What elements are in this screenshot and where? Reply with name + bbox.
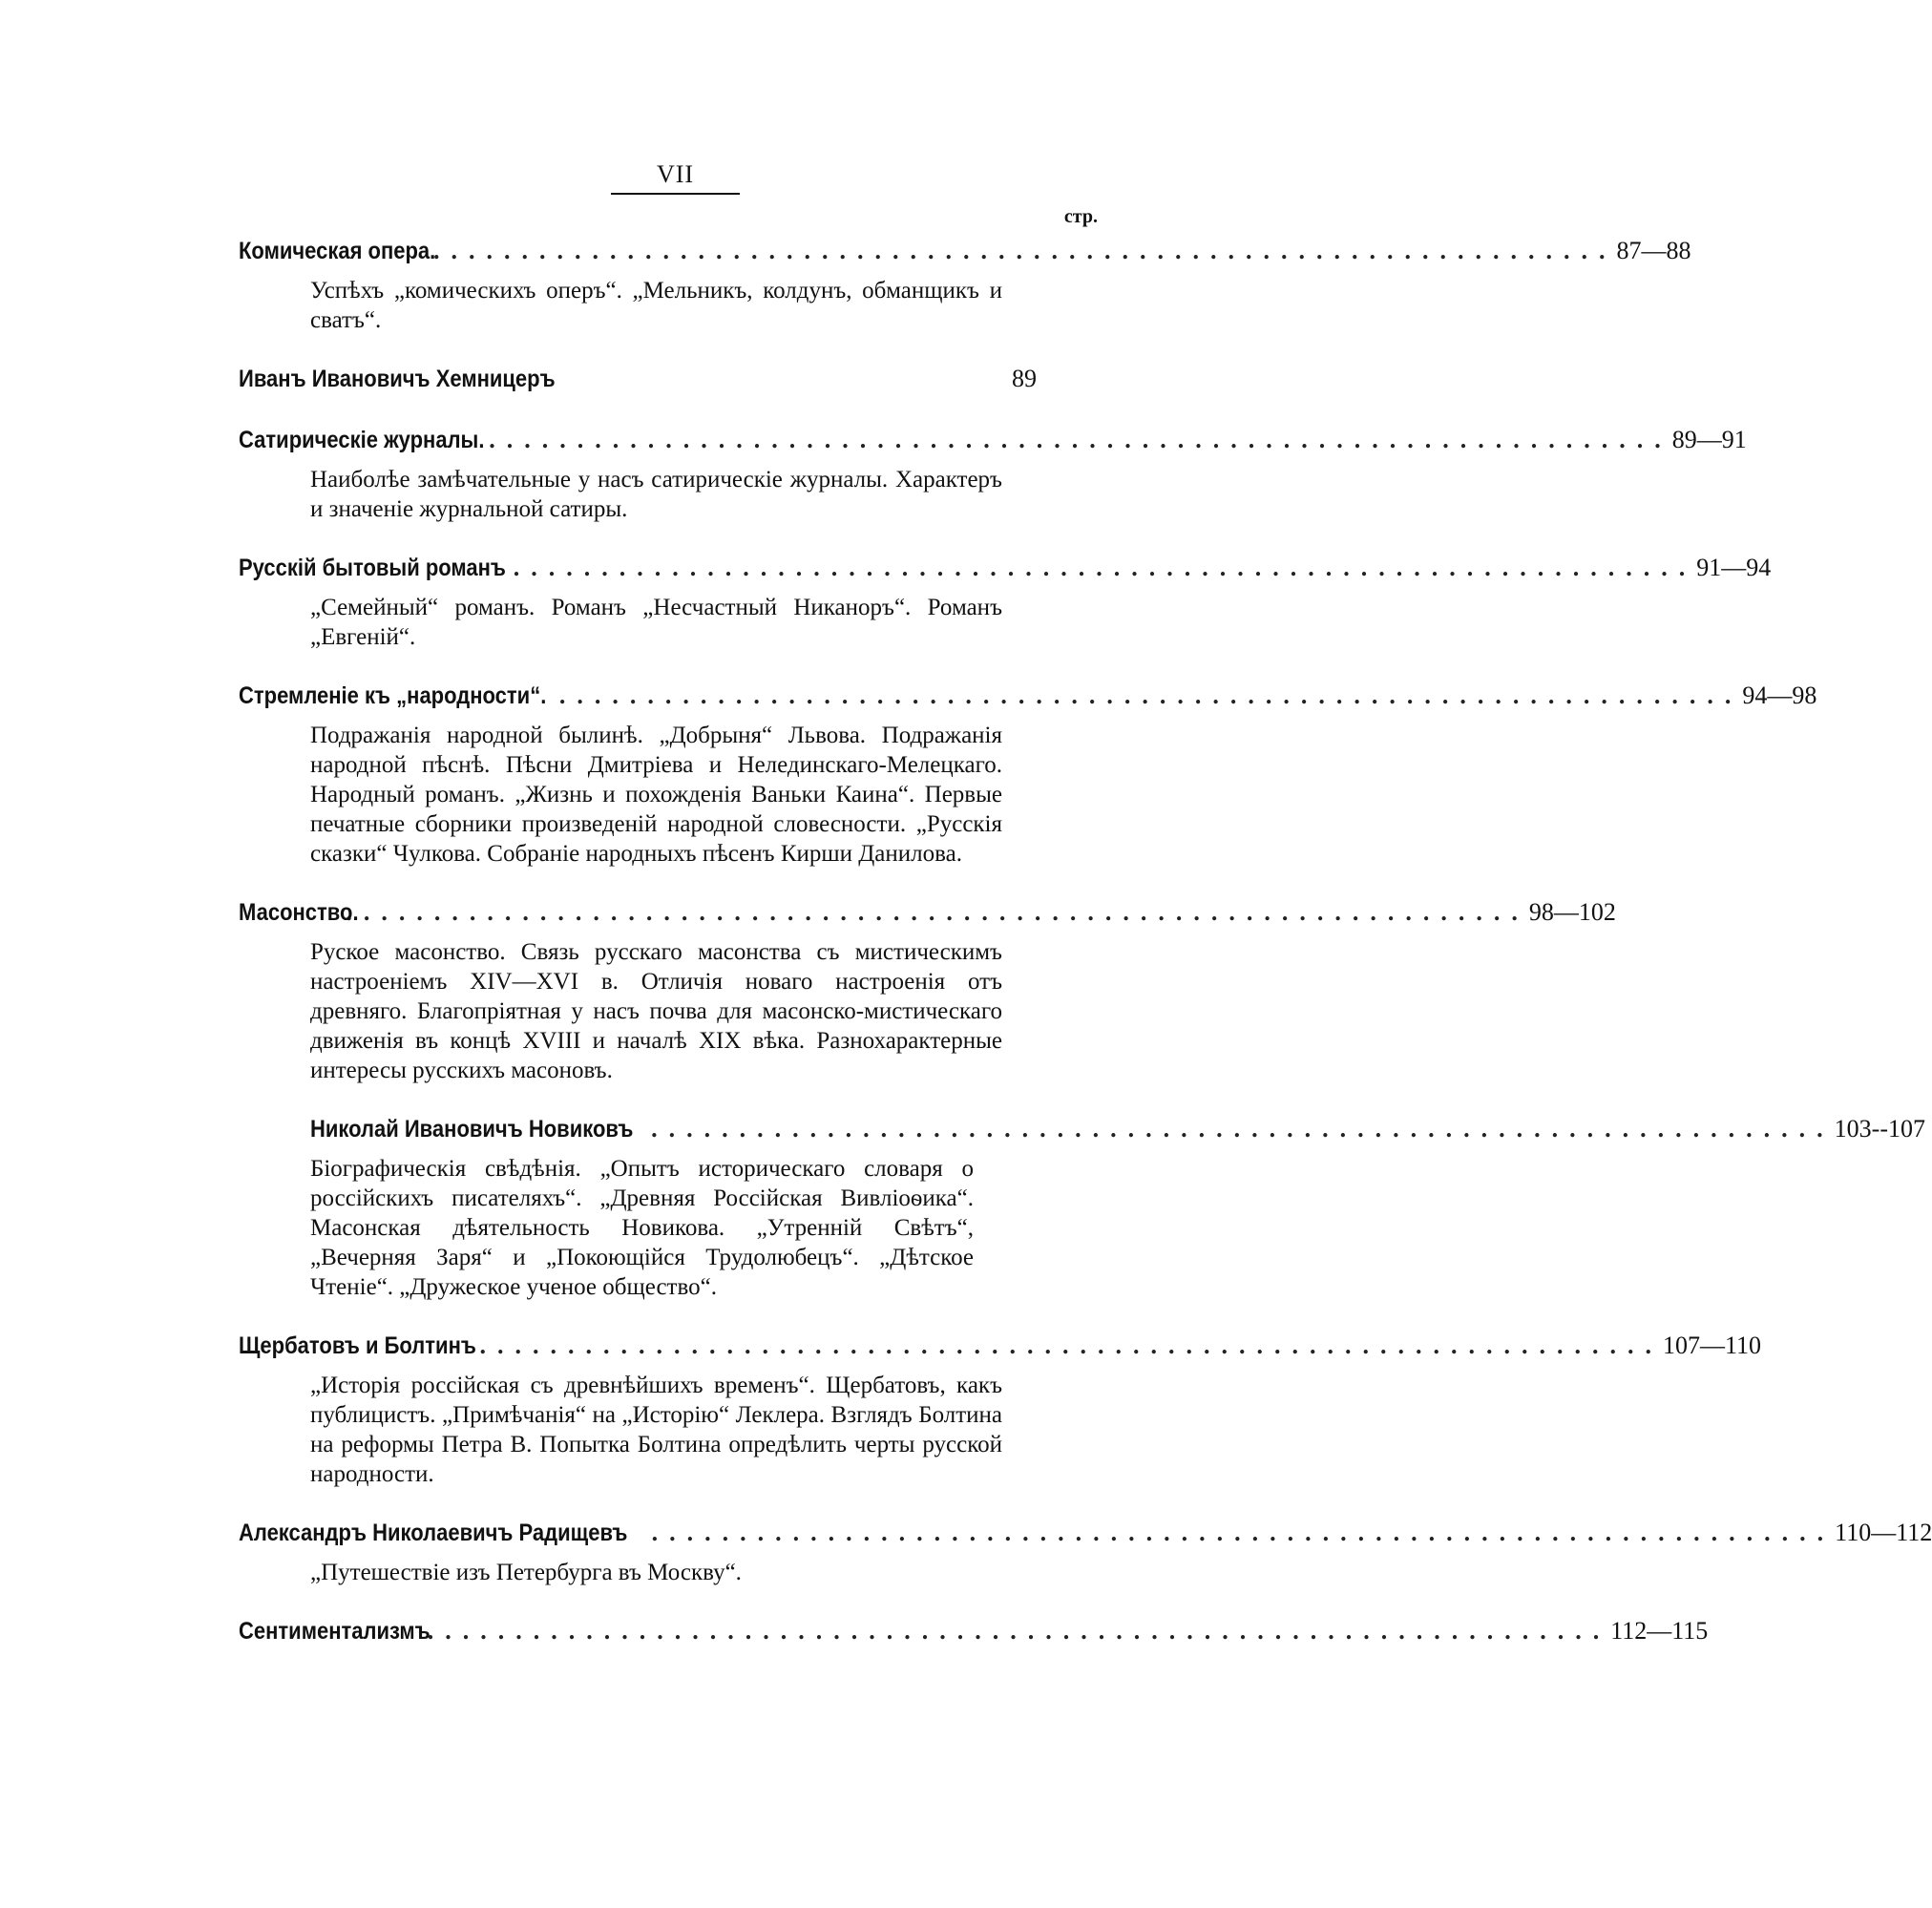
toc-entry-khemnitser (239, 362, 1107, 396)
leader-dots: ................................................................... (558, 681, 1743, 709)
page-number-rule (611, 193, 740, 195)
toc-entry-sentimentalism (239, 1614, 1709, 1648)
entry-description: Наиболѣе замѣчательные у насъ сатирическіе журналы. Характеръ и значеніе журнальной сатиры. (310, 467, 1002, 522)
pages-column-header: стр. (1063, 206, 1098, 227)
entry-title: Русскій бытовый романъ (239, 555, 506, 581)
entry-description: „Семейный“ романъ. Романъ „Несчастный Никаноръ“. Романъ „Евгеній“. (310, 595, 1002, 650)
table-of-contents (239, 234, 1932, 1675)
entry-pages: 91—94 (1696, 554, 1772, 581)
toc-entry-masonry (239, 895, 1616, 1085)
entry-title: Масонство. (239, 899, 359, 926)
toc-entry-shcherbatov-boltin (239, 1329, 1762, 1489)
toc-entry-russian-novel (239, 551, 1772, 652)
toc-entry-comic-opera (239, 234, 1691, 335)
leader-dots: ................................................................... (346, 898, 1529, 926)
leader-dots: ................................................................... (433, 237, 1617, 264)
entry-pages: 98—102 (1528, 898, 1616, 926)
toc-entry-radishchev (239, 1516, 1932, 1587)
entry-description: Успѣхъ „комическихъ оперъ“. „Мельникъ, колдунъ, обманщикъ и сватъ“. (310, 278, 1002, 333)
leader-dots: ................................................................... (513, 554, 1697, 581)
entry-title: Александръ Николаевичъ Радищевъ (239, 1520, 628, 1546)
entry-title: Щербатовъ и Болтинъ (239, 1332, 476, 1359)
leader-dots: ................................................................... (489, 426, 1672, 453)
entry-title: Сентиментализмъ (239, 1618, 430, 1645)
entry-title: Сатирическіе журналы. (239, 427, 485, 453)
entry-description: „Исторія россійская съ древнѣйшихъ временъ“. Щербатовъ, какъ публицистъ. „Примѣчанія“ на „Исторію“ Леклера. Взглядъ Болтина на реформы Петра В. Попытка Болтина опредѣлить черты русской народности. (310, 1373, 1002, 1487)
entry-pages: 89 (1012, 365, 1037, 392)
toc-entry-novikov (310, 1112, 1925, 1302)
entry-title: Николай Ивановичъ Новиковъ (310, 1116, 634, 1143)
entry-description: „Путешествіе изъ Петербурга въ Москву“. (310, 1560, 742, 1585)
entry-pages: 112—115 (1610, 1617, 1709, 1645)
entry-description: Подражанія народной былинѣ. „Добрыня“ Львова. Подражанія народной пѣснѣ. Пѣсни Дмитріева и Нелединскаго-Мелецкаго. Народный романъ. „Жизнь и похожденія Ваньки Каина“. Первые печатные сборники произведеній народной словесности. „Русскія сказки“ Чулкова. Собраніе народныхъ пѣсенъ Кирши Данилова. (310, 723, 1002, 867)
leader-dots: ................................................................... (427, 1617, 1611, 1645)
entry-description: Руское масонство. Связь русскаго масонства съ мистическимъ настроеніемъ XIV—XVI в. Отличія новаго настроенія отъ древняго. Благопріятная у насъ почва для масонско-мистическаго движенія въ концѣ XVIII и началѣ XIX вѣка. Разнохарактерные интересы русскихъ масоновъ. (310, 939, 1002, 1083)
leader-dots: ................................................................... (651, 1519, 1836, 1546)
entry-pages: 107—110 (1662, 1331, 1762, 1359)
page-number: VII (656, 160, 695, 188)
entry-pages: 89—91 (1671, 426, 1747, 453)
entry-pages: 94—98 (1742, 681, 1817, 709)
leader-dots: ................................................................... (479, 1331, 1663, 1359)
entry-title: Иванъ Ивановичъ Хемницеръ (239, 366, 556, 392)
entry-title: Комическая опера. (239, 238, 436, 264)
entry-pages: 87—88 (1616, 237, 1691, 264)
entry-pages: 110—112 (1835, 1519, 1932, 1546)
toc-entry-narodnost (239, 679, 1817, 869)
toc-entry-satirical-journals (239, 423, 1747, 524)
entry-description: Біографическія свѣдѣнія. „Опытъ историческаго словаря о россійскихъ писателяхъ“. „Древняя Россійская Вивліоѳика“. Масонская дѣятельность Новикова. „Утренній Свѣтъ“, „Вечерняя Заря“ и „Покоющійся Трудолюбецъ“. „Дѣтское Чтеніе“. „Дружеское ученое общество“. (310, 1156, 974, 1300)
leader-dots: ................................................................... (651, 1115, 1835, 1143)
entry-pages: 103--107 (1834, 1115, 1925, 1143)
entry-title: Стремленіе къ „народности“. (239, 682, 547, 709)
